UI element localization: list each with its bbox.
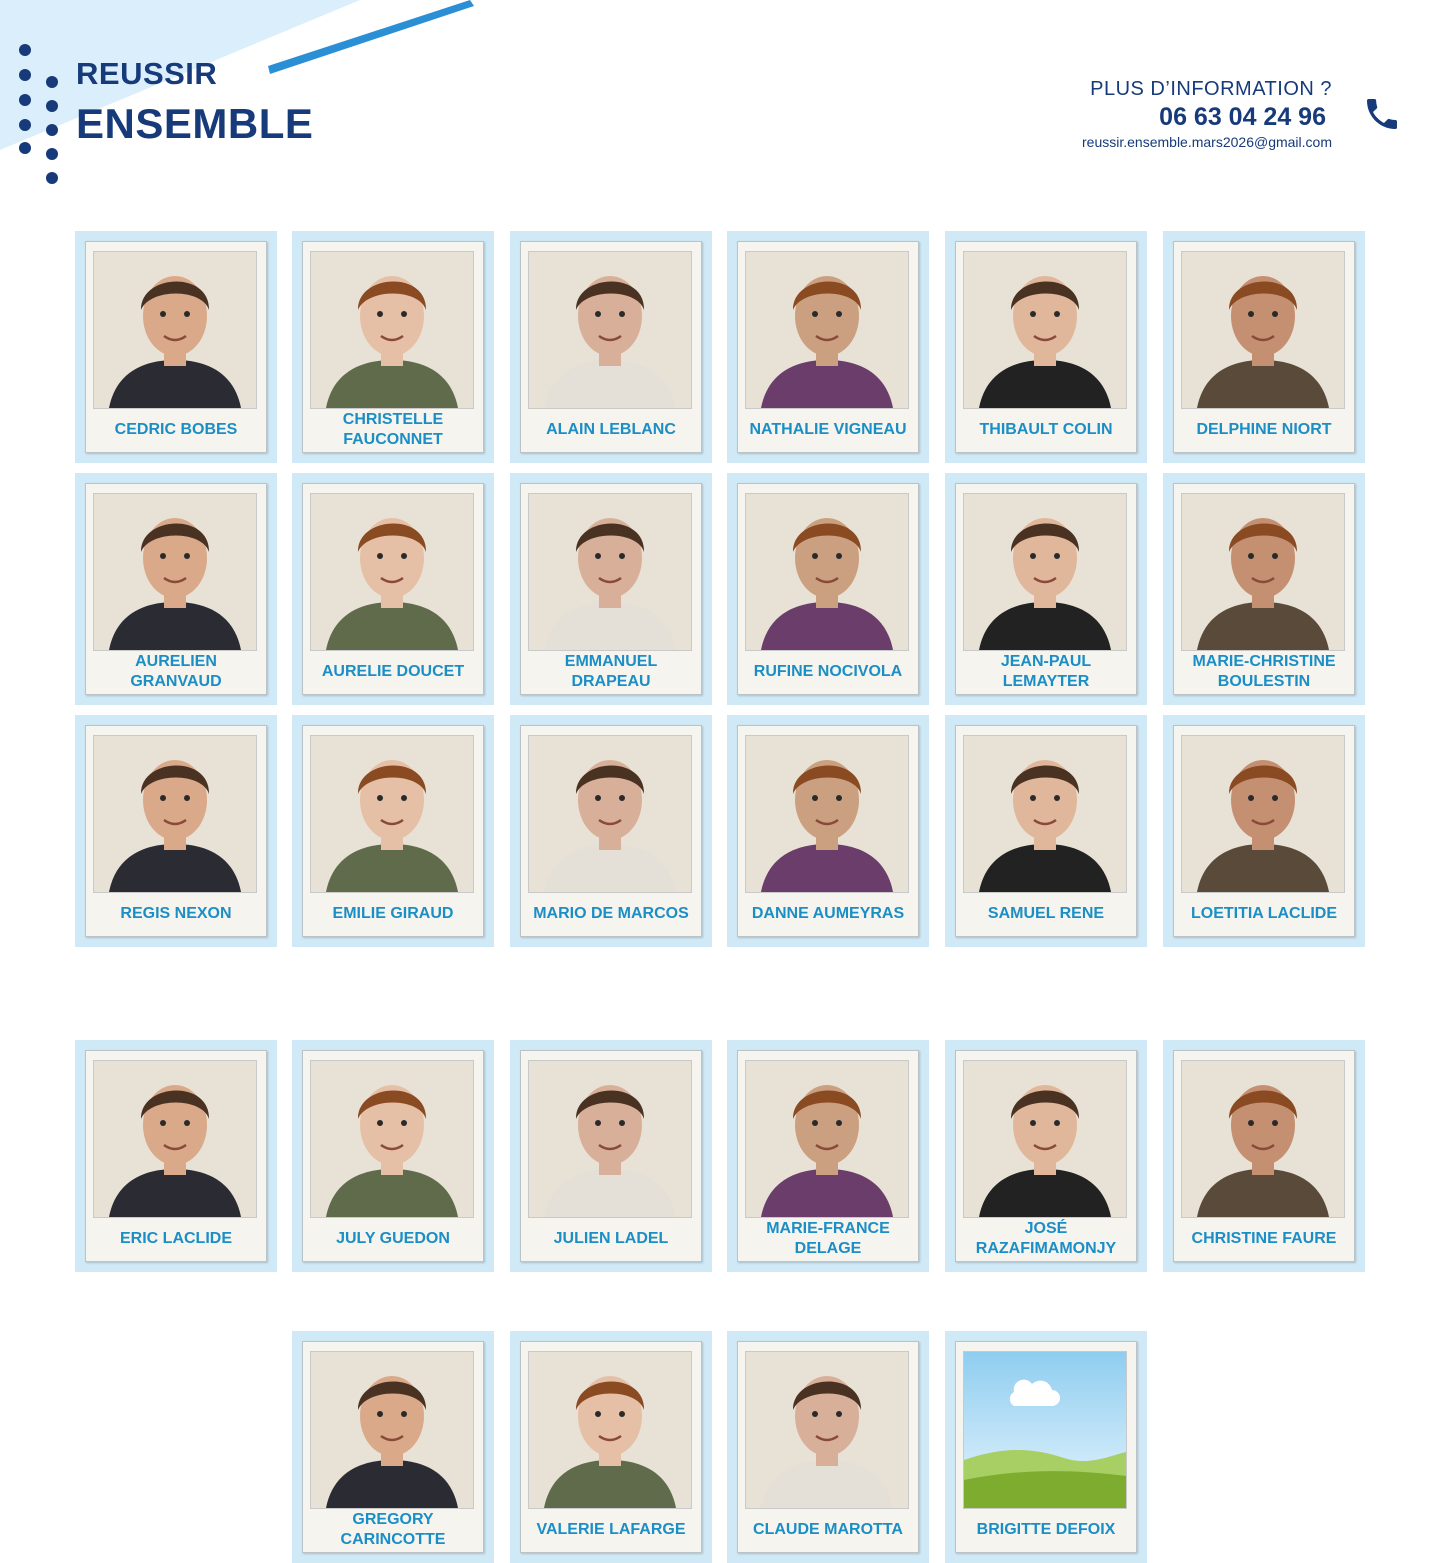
polaroid-frame xyxy=(737,483,919,695)
polaroid-frame xyxy=(737,241,919,453)
polaroid-frame xyxy=(85,1050,267,1262)
portrait-photo xyxy=(310,1351,474,1509)
member-card xyxy=(727,231,929,463)
member-card xyxy=(727,1040,929,1272)
portrait-photo xyxy=(745,493,909,651)
member-card xyxy=(292,231,494,463)
member-name: REGIS NEXON xyxy=(120,905,232,922)
polaroid-frame xyxy=(302,725,484,937)
member-card xyxy=(945,715,1147,947)
member-name: AURELIEN GRANVAUD xyxy=(130,653,222,690)
portrait-photo xyxy=(310,493,474,651)
brand-line-1: REUSSIR xyxy=(76,56,218,91)
polaroid-frame xyxy=(737,725,919,937)
portrait-photo xyxy=(528,251,692,409)
member-card xyxy=(945,231,1147,463)
email-address[interactable]: reussir.ensemble.mars2026@gmail.com xyxy=(1082,134,1332,150)
member-name: LOETITIA LACLIDE xyxy=(1190,905,1338,922)
member-name: DELPHINE NIORT xyxy=(1196,421,1332,438)
member-card xyxy=(945,1040,1147,1272)
member-name: JULY GUEDON xyxy=(336,1230,450,1247)
portrait-photo xyxy=(963,493,1127,651)
member-name: EMMANUEL DRAPEAU xyxy=(564,653,658,690)
member-card xyxy=(510,1331,712,1563)
member-name: SAMUEL RENE xyxy=(987,905,1105,922)
member-card xyxy=(727,715,929,947)
polaroid-frame xyxy=(737,1341,919,1553)
member-card xyxy=(75,715,277,947)
member-card xyxy=(292,1040,494,1272)
member-name: MARIE-FRANCE DELAGE xyxy=(766,1220,890,1257)
member-name: CLAUDE MAROTTA xyxy=(753,1521,903,1538)
polaroid-frame xyxy=(955,1341,1137,1553)
member-card xyxy=(510,715,712,947)
member-name: CHRISTINE FAURE xyxy=(1191,1230,1337,1247)
polaroid-frame xyxy=(85,483,267,695)
portrait-photo xyxy=(1181,251,1345,409)
polaroid-frame xyxy=(955,1050,1137,1262)
portrait-photo xyxy=(1181,735,1345,893)
member-name: THIBAULT COLIN xyxy=(979,421,1113,438)
polaroid-frame xyxy=(520,483,702,695)
member-name: ERIC LACLIDE xyxy=(120,1230,232,1247)
portrait-photo xyxy=(963,1060,1127,1218)
polaroid-frame xyxy=(302,1341,484,1553)
brand-line-2: ENSEMBLE xyxy=(76,100,314,147)
polaroid-frame xyxy=(955,241,1137,453)
member-card xyxy=(1163,473,1365,705)
portrait-photo xyxy=(93,493,257,651)
polaroid-frame xyxy=(85,725,267,937)
member-name: BRIGITTE DEFOIX xyxy=(976,1521,1116,1538)
member-name: CHRISTELLE FAUCONNET xyxy=(342,411,444,448)
portrait-photo xyxy=(963,735,1127,893)
portrait-photo xyxy=(93,735,257,893)
polaroid-frame xyxy=(1173,241,1355,453)
member-card xyxy=(945,1331,1147,1563)
polaroid-frame xyxy=(302,1050,484,1262)
portrait-photo xyxy=(745,1351,909,1509)
member-name: MARIO DE MARCOS xyxy=(533,905,689,922)
portrait-photo xyxy=(528,493,692,651)
member-card xyxy=(510,473,712,705)
member-name: MARIE-CHRISTINE BOULESTIN xyxy=(1192,653,1336,690)
portrait-photo xyxy=(93,1060,257,1218)
member-name: AURELIE DOUCET xyxy=(321,663,465,680)
member-card xyxy=(292,1331,494,1563)
polaroid-frame xyxy=(520,241,702,453)
portrait-photo xyxy=(963,251,1127,409)
member-card xyxy=(510,231,712,463)
polaroid-frame xyxy=(1173,1050,1355,1262)
polaroid-frame xyxy=(955,725,1137,937)
polaroid-frame xyxy=(302,241,484,453)
polaroid-frame xyxy=(955,483,1137,695)
placeholder-landscape-image xyxy=(963,1351,1127,1509)
member-name: DANNE AUMEYRAS xyxy=(751,905,905,922)
polaroid-frame xyxy=(1173,483,1355,695)
member-name: ALAIN LEBLANC xyxy=(546,421,676,438)
polaroid-frame xyxy=(737,1050,919,1262)
member-card xyxy=(1163,231,1365,463)
member-card xyxy=(75,473,277,705)
portrait-photo xyxy=(1181,1060,1345,1218)
member-card xyxy=(292,473,494,705)
phone-number[interactable]: 06 63 04 24 96 xyxy=(1159,103,1326,131)
member-card xyxy=(1163,1040,1365,1272)
member-card xyxy=(510,1040,712,1272)
member-name: JOSÉ RAZAFIMAMONJY xyxy=(975,1220,1117,1257)
member-card xyxy=(727,1331,929,1563)
member-card xyxy=(1163,715,1365,947)
polaroid-frame xyxy=(302,483,484,695)
portrait-photo xyxy=(1181,493,1345,651)
member-card xyxy=(945,473,1147,705)
portrait-photo xyxy=(528,735,692,893)
member-name: JEAN-PAUL LEMAYTER xyxy=(1000,653,1092,690)
member-name: EMILIE GIRAUD xyxy=(332,905,454,922)
member-name: GREGORY CARINCOTTE xyxy=(340,1511,446,1548)
member-name: VALERIE LAFARGE xyxy=(536,1521,686,1538)
member-name: CEDRIC BOBES xyxy=(114,421,238,438)
portrait-photo xyxy=(528,1060,692,1218)
portrait-photo xyxy=(528,1351,692,1509)
member-name: JULIEN LADEL xyxy=(553,1230,669,1247)
member-card xyxy=(75,231,277,463)
member-name: NATHALIE VIGNEAU xyxy=(749,421,907,438)
polaroid-frame xyxy=(520,1050,702,1262)
portrait-photo xyxy=(310,251,474,409)
portrait-photo xyxy=(310,1060,474,1218)
portrait-photo xyxy=(310,735,474,893)
polaroid-frame xyxy=(85,241,267,453)
portrait-photo xyxy=(745,251,909,409)
member-name: RUFINE NOCIVOLA xyxy=(753,663,903,680)
portrait-photo xyxy=(745,735,909,893)
portrait-photo xyxy=(745,1060,909,1218)
contact-label: PLUS D’INFORMATION ? xyxy=(1090,78,1332,100)
polaroid-frame xyxy=(520,1341,702,1553)
member-card xyxy=(292,715,494,947)
member-card xyxy=(75,1040,277,1272)
member-card xyxy=(727,473,929,705)
polaroid-frame xyxy=(520,725,702,937)
portrait-photo xyxy=(93,251,257,409)
polaroid-frame xyxy=(1173,725,1355,937)
